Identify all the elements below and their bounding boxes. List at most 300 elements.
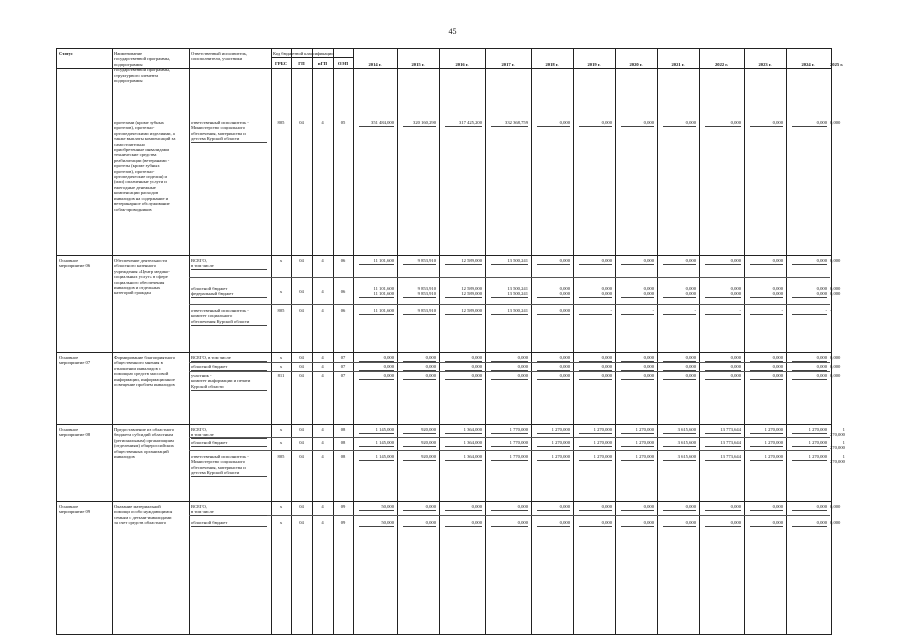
value-underline	[621, 264, 654, 265]
row-value: 1 270,000	[808, 454, 827, 459]
row-value: 0,000 0,000	[643, 286, 654, 297]
sub-row-line	[189, 515, 830, 516]
row-value: 0,000	[830, 504, 841, 509]
row-value: 0,000 0,000	[816, 286, 827, 297]
grid-column-line	[312, 49, 313, 634]
row-separator	[57, 501, 831, 502]
row-value: 0,000	[643, 120, 654, 125]
grid-column-line	[439, 49, 440, 634]
row-value: 0,000	[772, 120, 783, 125]
value-underline	[792, 446, 827, 447]
row-value: 1 270,000	[764, 427, 783, 432]
row-code: 09	[340, 504, 346, 509]
value-underline	[621, 510, 654, 511]
row-value: 0,000	[643, 520, 654, 525]
value-underline	[792, 460, 827, 461]
row-code: 04	[299, 454, 304, 459]
row-code: 07	[340, 373, 346, 378]
value-underline	[445, 433, 482, 434]
grid-column-line	[786, 49, 787, 634]
row-code: 805	[277, 120, 285, 125]
value-underline	[403, 297, 436, 298]
header-year: 2020 г.	[629, 62, 643, 67]
row-value: 0,000	[830, 373, 841, 378]
row-value: 3 615,600	[677, 427, 696, 432]
value-underline	[579, 361, 612, 362]
row-code: x	[279, 520, 283, 525]
row-value: 0,000	[517, 504, 528, 509]
value-underline	[537, 460, 570, 461]
row-separator	[57, 352, 831, 353]
header-year: 2017 г.	[501, 62, 515, 67]
value-underline	[537, 126, 570, 127]
row-value: 0,000	[425, 520, 436, 525]
value-underline	[663, 297, 696, 298]
value-underline	[792, 361, 827, 362]
row-code: 04	[299, 504, 304, 509]
header-year: 2014 г.	[368, 62, 382, 67]
header-year: 2015 г.	[411, 62, 425, 67]
sub-row-line	[189, 450, 830, 451]
row-code: 05	[340, 120, 346, 125]
value-underline	[621, 314, 654, 315]
row-code: 04	[299, 373, 304, 378]
value-underline	[579, 433, 612, 434]
header-year: 2022 г.	[714, 62, 729, 67]
value-underline	[537, 510, 570, 511]
row-code: x	[279, 289, 283, 294]
value-underline	[792, 126, 827, 127]
value-underline	[750, 510, 783, 511]
row-value: 13 500,241	[507, 258, 528, 263]
row-code: 4	[321, 520, 324, 525]
value-underline	[445, 361, 482, 362]
row-value: 0,000	[601, 355, 612, 360]
row-code: 06	[340, 289, 346, 294]
value-underline	[359, 446, 394, 447]
row-value: 1 270,000	[764, 440, 783, 445]
value-underline	[621, 526, 654, 527]
value-underline	[445, 510, 482, 511]
row-value: 0,000	[471, 364, 482, 369]
row-value: 332 368,759	[505, 120, 528, 125]
value-underline	[445, 297, 482, 298]
value-underline	[792, 510, 827, 511]
row-value: 0,000	[730, 373, 741, 378]
row-value: 0,000	[816, 504, 827, 509]
value-underline	[705, 446, 741, 447]
row-value: 1 270,000	[830, 454, 845, 465]
row-value: 0,000	[830, 520, 841, 525]
sub-row-line	[189, 362, 830, 363]
row-executor: ВСЕГО, в том числе	[191, 504, 214, 515]
value-underline	[403, 314, 436, 315]
executor-underline	[191, 446, 267, 447]
row-value: 0,000	[517, 520, 528, 525]
executor-underline	[191, 515, 267, 516]
row-value: 0,000	[559, 520, 570, 525]
row-value: 1 364,000	[463, 454, 482, 459]
value-underline	[359, 361, 394, 362]
value-underline	[621, 460, 654, 461]
row-code: x	[279, 504, 283, 509]
row-value: 0,000	[425, 504, 436, 509]
row-code: 09	[340, 520, 346, 525]
header-code-3: ОЭП	[337, 61, 349, 66]
value-underline	[359, 379, 394, 380]
row-value: -	[694, 308, 696, 313]
value-underline	[663, 526, 696, 527]
row-value: 3 615,600	[677, 440, 696, 445]
executor-underline	[191, 269, 267, 270]
row-code: 4	[321, 308, 324, 313]
row-executor: ВСЕГО, в том числе	[191, 427, 214, 438]
value-underline	[705, 264, 741, 265]
row-value: 0,000	[601, 120, 612, 125]
row-value: 50,000	[381, 520, 394, 525]
row-value: 317 425,200	[459, 120, 482, 125]
row-value: 0,000	[643, 373, 654, 378]
row-value: 0,000	[471, 355, 482, 360]
row-value: 0,000 0,000	[685, 286, 696, 297]
value-underline	[403, 264, 436, 265]
grid-column-line	[615, 49, 616, 634]
value-underline	[750, 526, 783, 527]
row-value: 0,000	[559, 355, 570, 360]
header-year: 2021 г.	[671, 62, 685, 67]
value-underline	[705, 297, 741, 298]
row-value: 0,000	[685, 364, 696, 369]
row-value: 320 160,290	[413, 120, 436, 125]
value-underline	[750, 314, 783, 315]
row-code: 811	[277, 373, 285, 378]
row-code: 4	[321, 440, 324, 445]
row-value: 0,000	[517, 355, 528, 360]
value-underline	[491, 297, 528, 298]
row-value: 13 773,644	[720, 454, 741, 459]
value-underline	[403, 460, 436, 461]
value-underline	[792, 370, 827, 371]
row-value: 0,000	[601, 258, 612, 263]
row-value: 1 145,000	[375, 454, 394, 459]
value-underline	[750, 126, 783, 127]
grid-column-line	[531, 49, 532, 634]
value-underline	[445, 314, 482, 315]
row-name: Обеспечение деятельности областного казенного учреждения «Центр медико- социальных услуг» в сфере социального обеспечения инвалидов и отдельных категорий граждан	[114, 258, 170, 296]
value-underline	[445, 370, 482, 371]
value-underline	[403, 370, 436, 371]
row-value: 0,000	[816, 373, 827, 378]
row-value: 0,000	[730, 520, 741, 525]
row-value: 0,000	[816, 120, 827, 125]
row-value: 1 270,000	[808, 440, 827, 445]
value-underline	[579, 264, 612, 265]
row-value: 11 101,600 11 101,600	[373, 286, 394, 297]
row-value: 1 270,000	[551, 454, 570, 459]
row-value: -	[610, 308, 612, 313]
row-value: 0,000	[772, 355, 783, 360]
row-code: 08	[340, 427, 346, 432]
value-underline	[705, 370, 741, 371]
row-value: 13 773,644	[720, 440, 741, 445]
value-underline	[445, 379, 482, 380]
grid-column-line	[657, 49, 658, 634]
value-underline	[359, 126, 394, 127]
executor-underline	[191, 370, 267, 371]
row-value: -	[652, 308, 654, 313]
row-name: Предоставление из областного бюджета субсидий областным (региональным) организациям (отделениям) общероссийских общественных организаций инвалидов	[114, 427, 175, 460]
value-underline	[750, 297, 783, 298]
header-year: 2023 г.	[758, 62, 772, 67]
row-status: Основное мероприятие 06	[59, 258, 91, 269]
value-underline	[403, 126, 436, 127]
row-value: 12 589,000	[461, 308, 482, 313]
row-code: 04	[299, 520, 304, 525]
header-name: Наименование государственной программы, подпрограммы государственной программы, структурного элемента подпрограммы	[114, 51, 171, 84]
value-underline	[537, 361, 570, 362]
value-underline	[663, 460, 696, 461]
value-underline	[491, 264, 528, 265]
value-underline	[705, 126, 741, 127]
value-underline	[621, 370, 654, 371]
row-value: 0,000	[559, 373, 570, 378]
grid-column-line	[353, 49, 354, 634]
row-value: 9 853,910	[417, 258, 436, 263]
value-underline	[705, 379, 741, 380]
row-value: 0,000	[559, 308, 570, 313]
value-underline	[359, 297, 394, 298]
value-underline	[705, 361, 741, 362]
executor-underline	[191, 142, 267, 143]
value-underline	[579, 526, 612, 527]
value-underline	[579, 446, 612, 447]
row-value: 1 270,000	[635, 454, 654, 459]
value-underline	[445, 126, 482, 127]
row-value: 12 589,000	[461, 258, 482, 263]
row-value: 11 101,600	[373, 258, 394, 263]
header-year: 2016 г.	[455, 62, 469, 67]
row-value: 1 270,000	[808, 427, 827, 432]
header-budget-code: Код бюджетной классификации	[273, 51, 334, 56]
row-code: x	[279, 427, 283, 432]
value-underline	[537, 370, 570, 371]
value-underline	[359, 526, 394, 527]
row-value: 0,000	[383, 364, 394, 369]
row-executor: областной бюджет	[191, 364, 228, 369]
row-value: 0,000	[425, 373, 436, 378]
row-value: 1 145,000	[375, 427, 394, 432]
value-underline	[621, 446, 654, 447]
value-underline	[750, 361, 783, 362]
row-value: 920,000	[421, 427, 436, 432]
executor-underline	[191, 361, 267, 362]
row-value: 0,000	[830, 364, 841, 369]
value-underline	[359, 510, 394, 511]
row-value: 0,000	[830, 120, 841, 125]
value-underline	[750, 446, 783, 447]
row-value: 0,000	[383, 355, 394, 360]
value-underline	[403, 526, 436, 527]
header-year: 2024 г.	[801, 62, 815, 67]
row-value: 0,000	[601, 520, 612, 525]
row-value: 3 615,600	[677, 454, 696, 459]
row-value: 0,000	[643, 258, 654, 263]
row-value: 0,000	[471, 373, 482, 378]
value-underline	[537, 379, 570, 380]
row-value: -	[825, 308, 827, 313]
header-year: 2018 г.	[545, 62, 559, 67]
row-value: 1 270,000	[635, 427, 654, 432]
value-underline	[403, 446, 436, 447]
row-separator	[57, 424, 831, 425]
value-underline	[403, 433, 436, 434]
sub-row-line	[189, 277, 830, 278]
value-underline	[750, 379, 783, 380]
executor-underline	[191, 325, 267, 326]
row-value: 0,000 0,000	[830, 286, 841, 297]
value-underline	[491, 379, 528, 380]
value-underline	[621, 297, 654, 298]
row-value: 0,000	[383, 373, 394, 378]
row-value: 0,000	[643, 364, 654, 369]
value-underline	[491, 510, 528, 511]
value-underline	[705, 510, 741, 511]
row-executor: областной бюджет	[191, 520, 228, 525]
row-value: 0,000	[471, 504, 482, 509]
header-code-2: пГП	[317, 61, 328, 66]
row-value: 1 270,000	[593, 440, 612, 445]
row-value: 13 773,644	[720, 427, 741, 432]
row-value: 11 101,600	[373, 308, 394, 313]
row-value: 1 270,000	[764, 454, 783, 459]
row-status: Основное мероприятие 09	[59, 504, 91, 515]
row-value: 0,000	[816, 364, 827, 369]
value-underline	[537, 264, 570, 265]
value-underline	[403, 510, 436, 511]
row-code: 07	[340, 364, 346, 369]
row-value: 1 270,000	[551, 427, 570, 432]
row-executor: областной бюджет	[191, 440, 228, 445]
executor-underline	[191, 297, 267, 298]
row-code: 04	[299, 427, 304, 432]
row-value: 1 770,000	[509, 454, 528, 459]
row-code: 805	[277, 454, 285, 459]
row-executor: ответственный исполнитель - Министерство социального обеспечения, материнства и детства Курской области	[191, 120, 249, 142]
value-underline	[537, 314, 570, 315]
value-underline	[359, 370, 394, 371]
value-underline	[359, 460, 394, 461]
row-code: 08	[340, 440, 346, 445]
row-code: 805	[277, 308, 285, 313]
row-separator	[57, 255, 831, 256]
row-value: 0,000	[425, 364, 436, 369]
grid-column-line	[699, 49, 700, 634]
row-code: 07	[340, 355, 346, 360]
row-executor: ВСЕГО, в том числе	[191, 258, 214, 269]
row-value: 9 853,910 9 853,910	[417, 286, 436, 297]
value-underline	[663, 379, 696, 380]
row-code: 04	[299, 364, 304, 369]
value-underline	[621, 361, 654, 362]
sub-row-line	[189, 371, 830, 372]
row-name: Оказание материальной помощи особо нуждающимся семьям с детьми-инвалидами за счет средств областного	[114, 504, 173, 526]
value-underline	[403, 379, 436, 380]
sub-row-line	[189, 304, 830, 305]
value-underline	[491, 526, 528, 527]
value-underline	[537, 433, 570, 434]
row-value: 0,000	[425, 355, 436, 360]
grid-column-line	[112, 49, 113, 634]
grid-column-line	[573, 49, 574, 634]
row-value: 0,000 0,000	[772, 286, 783, 297]
value-underline	[579, 297, 612, 298]
row-value: 9 853,910	[417, 308, 436, 313]
row-status: Основное мероприятие 08	[59, 427, 91, 438]
value-underline	[705, 526, 741, 527]
value-underline	[491, 460, 528, 461]
row-value: -	[830, 308, 832, 313]
value-underline	[491, 433, 528, 434]
row-executor: участник - комитет информации и печати Курской области	[191, 373, 251, 389]
sub-row-line	[189, 437, 830, 438]
row-value: 0,000	[730, 258, 741, 263]
row-code: 04	[299, 289, 304, 294]
value-underline	[445, 264, 482, 265]
row-code: 4	[321, 454, 324, 459]
row-code: 4	[321, 504, 324, 509]
row-value: 0,000	[685, 373, 696, 378]
row-value: 0,000	[601, 373, 612, 378]
header-code-0: ГРБС	[274, 61, 288, 66]
row-value: 1 770,000	[509, 427, 528, 432]
row-code: 06	[340, 308, 346, 313]
value-underline	[663, 264, 696, 265]
row-value: 0,000	[601, 504, 612, 509]
value-underline	[663, 126, 696, 127]
value-underline	[792, 314, 827, 315]
value-underline	[621, 126, 654, 127]
row-code: 4	[321, 427, 324, 432]
row-value: 0,000	[772, 373, 783, 378]
row-code: 4	[321, 258, 324, 263]
budget-code-divider	[271, 57, 353, 58]
value-underline	[705, 433, 741, 434]
row-value: 0,000	[730, 355, 741, 360]
row-value: 0,000	[772, 504, 783, 509]
row-executor: ВСЕГО, в том числе	[191, 355, 231, 360]
row-value: 0,000	[830, 355, 841, 360]
value-underline	[663, 510, 696, 511]
row-value: 0,000 0,000	[601, 286, 612, 297]
row-value: 0,000	[471, 520, 482, 525]
value-underline	[537, 526, 570, 527]
budget-table	[56, 48, 845, 635]
value-underline	[705, 314, 741, 315]
row-code: 04	[299, 355, 304, 360]
value-underline	[621, 379, 654, 380]
row-value: 0,000	[685, 504, 696, 509]
value-underline	[491, 126, 528, 127]
row-value: 0,000	[643, 355, 654, 360]
value-underline	[445, 526, 482, 527]
grid-column-line	[397, 49, 398, 634]
row-code: 04	[299, 120, 304, 125]
value-underline	[579, 370, 612, 371]
row-name: Формирование благоприятного общественного мнения в отношении инвалидов с помощью средств массовой информации, информационное освещение проблем инвалидов	[114, 355, 176, 388]
row-value: 0,000	[517, 373, 528, 378]
value-underline	[359, 433, 394, 434]
row-value: 0,000	[559, 120, 570, 125]
